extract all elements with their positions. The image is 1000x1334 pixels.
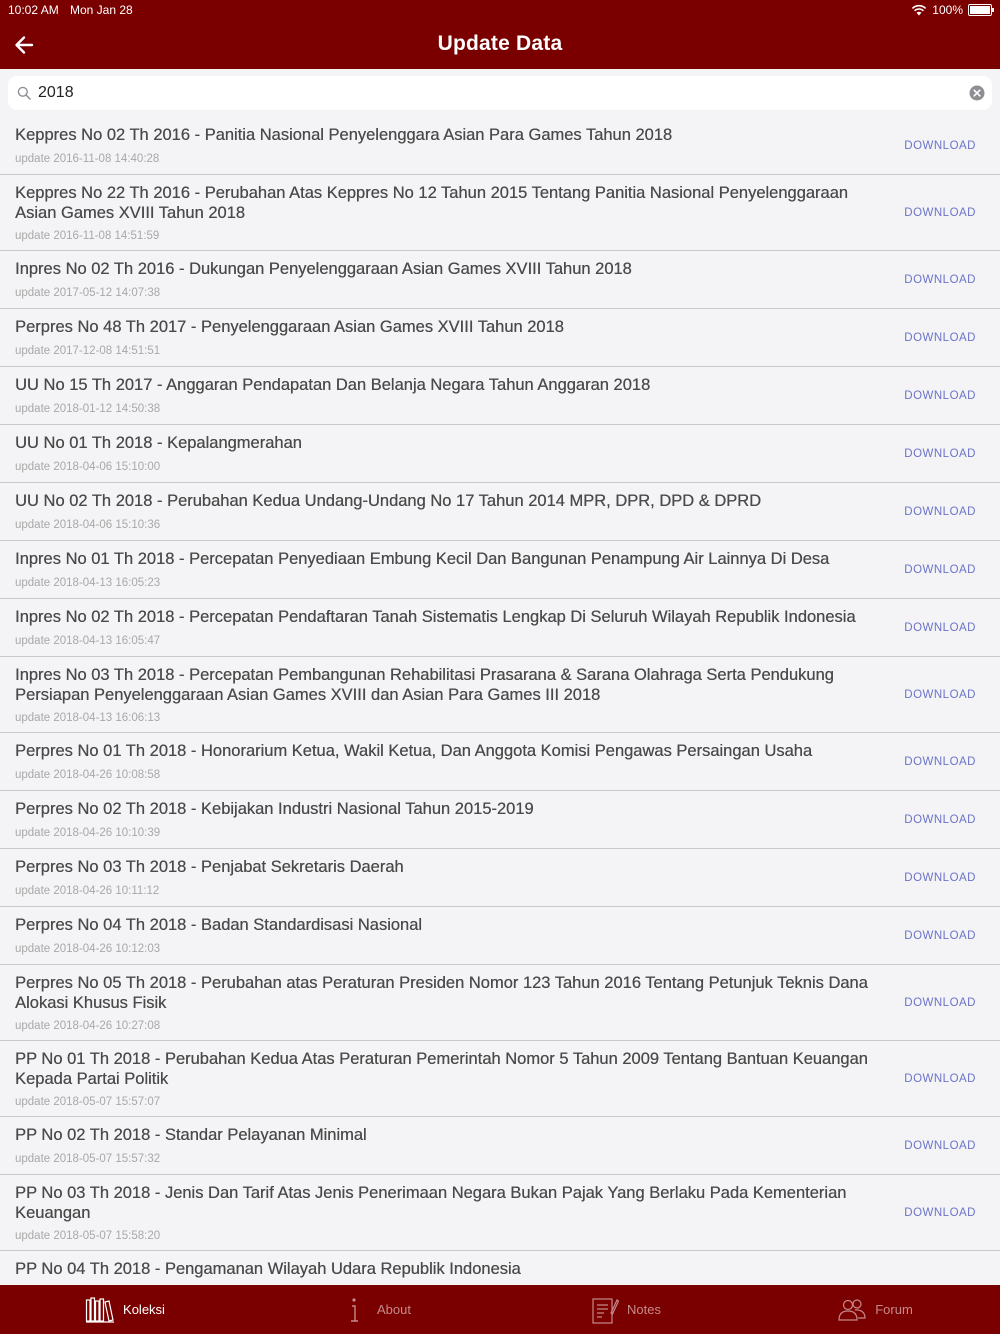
item-title: Keppres No 02 Th 2016 - Panitia Nasional Penyelenggara Asian Para Games Tahun 2018 (15, 126, 673, 144)
download-button[interactable]: DOWNLOAD (904, 447, 976, 460)
list-item[interactable] (0, 117, 1000, 175)
wifi-icon (911, 4, 927, 16)
list-item[interactable] (0, 175, 1000, 251)
status-indicators (911, 3, 992, 17)
tab-notes[interactable] (500, 1285, 750, 1334)
list-item[interactable] (0, 907, 1000, 965)
item-title: Inpres No 02 Th 2016 - Dukungan Penyelenggaraan Asian Games XVIII Tahun 2018 (15, 260, 632, 278)
item-update-date: update 2018-05-07 15:58:20 (15, 1230, 161, 1242)
download-button[interactable]: DOWNLOAD (904, 505, 976, 518)
download-button[interactable]: DOWNLOAD (904, 331, 976, 344)
list-item[interactable] (0, 1117, 1000, 1175)
item-update-date: update 2018-04-06 15:10:36 (15, 518, 161, 531)
item-title: Perpres No 02 Th 2018 - Kebijakan Industri Nasional Tahun 2015-2019 (15, 800, 534, 818)
list-item[interactable] (0, 849, 1000, 907)
status-date: Mon Jan 28 (70, 3, 133, 17)
item-update-date: update 2018-04-13 16:05:23 (15, 576, 161, 589)
forum-icon (837, 1296, 867, 1324)
top-bar (0, 0, 1000, 69)
item-update-date: update 2018-04-26 10:10:39 (15, 826, 161, 839)
books-icon (85, 1296, 115, 1324)
list-item[interactable] (0, 1175, 1000, 1251)
download-button[interactable]: DOWNLOAD (904, 1072, 976, 1085)
tab-label: About (377, 1302, 411, 1317)
item-title: UU No 02 Th 2018 - Perubahan Kedua Undang-Undang No 17 Tahun 2014 MPR, DPR, DPD & DPRD (15, 492, 761, 510)
list-item[interactable] (0, 367, 1000, 425)
battery-percent: 100% (932, 3, 963, 17)
item-update-date: update 2018-04-26 10:08:58 (15, 768, 161, 781)
notes-icon (589, 1296, 619, 1324)
item-title: Perpres No 05 Th 2018 - Perubahan atas Peraturan Presiden Nomor 123 Tahun 2016 Tentang Petunjuk Teknis Dana Alokasi Khusus Fisik (15, 974, 868, 1012)
download-button[interactable]: DOWNLOAD (904, 1139, 976, 1152)
download-button[interactable]: DOWNLOAD (904, 871, 976, 884)
tab-forum[interactable] (750, 1285, 1000, 1334)
item-update-date: update 2018-04-13 16:06:13 (15, 712, 161, 724)
download-button[interactable]: DOWNLOAD (904, 389, 976, 402)
item-update-date: update 2018-05-07 15:57:32 (15, 1152, 161, 1165)
item-title: Perpres No 01 Th 2018 - Honorarium Ketua, Wakil Ketua, Dan Anggota Komisi Pengawas Persaingan Usaha (15, 742, 813, 760)
list-item[interactable] (0, 483, 1000, 541)
download-button[interactable]: DOWNLOAD (904, 621, 976, 634)
item-title: Inpres No 02 Th 2018 - Percepatan Pendaftaran Tanah Sistematis Lengkap Di Seluruh Wilayah Republik Indonesia (15, 608, 856, 626)
tab-bar (0, 1285, 1000, 1334)
download-button[interactable]: DOWNLOAD (904, 929, 976, 942)
item-title: Inpres No 01 Th 2018 - Percepatan Penyediaan Embung Kecil Dan Bangunan Penampung Air Lainnya Di Desa (15, 550, 830, 568)
list-item[interactable] (0, 657, 1000, 733)
list-item[interactable] (0, 541, 1000, 599)
tab-label: Koleksi (123, 1302, 165, 1317)
item-title: Keppres No 22 Th 2016 - Perubahan Atas Keppres No 12 Tahun 2015 Tentang Panitia Nasional Penyelenggaraan Asian Games XVIII Tahun 2018 (15, 184, 848, 222)
status-time: 10:02 AM (8, 3, 59, 17)
item-update-date: update 2016-11-08 14:51:59 (15, 230, 160, 242)
item-title: Inpres No 03 Th 2018 - Percepatan Pembangunan Rehabilitasi Prasarana & Sarana Olahraga Serta Pendukung Persiapan Penyelenggaraan Asian Games XVIII dan Asian Para Games III 2018 (15, 666, 834, 704)
item-update-date: update 2018-04-06 15:10:00 (15, 460, 161, 473)
list-item[interactable] (0, 599, 1000, 657)
tab-label: Notes (627, 1302, 661, 1317)
page-title: Update Data (437, 32, 563, 55)
download-button[interactable]: DOWNLOAD (904, 273, 976, 286)
item-title: Perpres No 04 Th 2018 - Badan Standardisasi Nasional (15, 916, 422, 934)
download-button[interactable]: DOWNLOAD (904, 1206, 976, 1219)
item-title: Perpres No 48 Th 2017 - Penyelenggaraan Asian Games XVIII Tahun 2018 (15, 318, 564, 336)
document-list[interactable] (0, 117, 1000, 1285)
item-title: PP No 03 Th 2018 - Jenis Dan Tarif Atas Jenis Penerimaan Negara Bukan Pajak Yang Berlaku Pada Kementerian Keuangan (15, 1184, 847, 1222)
item-update-date: update 2018-04-26 10:12:03 (15, 942, 161, 955)
item-title: PP No 01 Th 2018 - Perubahan Kedua Atas Peraturan Pemerintah Nomor 5 Tahun 2009 Tentang Bantuan Keuangan Kepada Partai Politik (15, 1050, 868, 1088)
item-update-date: update 2018-05-07 15:57:07 (15, 1096, 161, 1108)
download-button[interactable]: DOWNLOAD (904, 996, 976, 1009)
item-title: UU No 01 Th 2018 - Kepalangmerahan (15, 434, 302, 452)
list-item[interactable] (0, 733, 1000, 791)
battery-icon (968, 4, 992, 16)
item-update-date: update 2018-04-26 10:27:08 (15, 1020, 161, 1032)
download-button[interactable]: DOWNLOAD (904, 688, 976, 701)
list-item[interactable] (0, 425, 1000, 483)
list-item[interactable] (0, 791, 1000, 849)
item-update-date: update 2018-04-26 10:11:12 (15, 884, 160, 897)
item-update-date: update 2018-04-13 16:05:47 (15, 634, 161, 647)
search-bar[interactable] (8, 76, 992, 110)
info-icon (339, 1296, 369, 1324)
list-item[interactable] (0, 965, 1000, 1041)
download-button[interactable]: DOWNLOAD (904, 206, 976, 219)
download-button[interactable]: DOWNLOAD (904, 813, 976, 826)
item-title: PP No 04 Th 2018 - Pengamanan Wilayah Udara Republik Indonesia (15, 1260, 521, 1278)
tab-label: Forum (875, 1302, 913, 1317)
search-input[interactable] (38, 76, 958, 110)
item-update-date: update 2016-11-08 14:40:28 (15, 152, 160, 165)
list-item[interactable] (0, 309, 1000, 367)
download-button[interactable]: DOWNLOAD (904, 755, 976, 768)
list-item[interactable] (0, 1041, 1000, 1117)
download-button[interactable]: DOWNLOAD (904, 563, 976, 576)
item-title: PP No 02 Th 2018 - Standar Pelayanan Minimal (15, 1126, 367, 1144)
tab-about[interactable] (250, 1285, 500, 1334)
list-item[interactable] (0, 251, 1000, 309)
item-update-date: update 2017-12-08 14:51:51 (15, 344, 161, 357)
search-icon (17, 86, 31, 100)
download-button[interactable]: DOWNLOAD (904, 139, 976, 152)
item-title: UU No 15 Th 2017 - Anggaran Pendapatan Dan Belanja Negara Tahun Anggaran 2018 (15, 376, 651, 394)
tab-koleksi[interactable] (0, 1285, 250, 1334)
item-title: Perpres No 03 Th 2018 - Penjabat Sekretaris Daerah (15, 858, 404, 876)
item-update-date: update 2017-05-12 14:07:38 (15, 286, 161, 299)
item-update-date: update 2018-01-12 14:50:38 (15, 402, 161, 415)
list-item[interactable] (0, 1251, 1000, 1285)
clear-icon[interactable] (969, 85, 985, 101)
